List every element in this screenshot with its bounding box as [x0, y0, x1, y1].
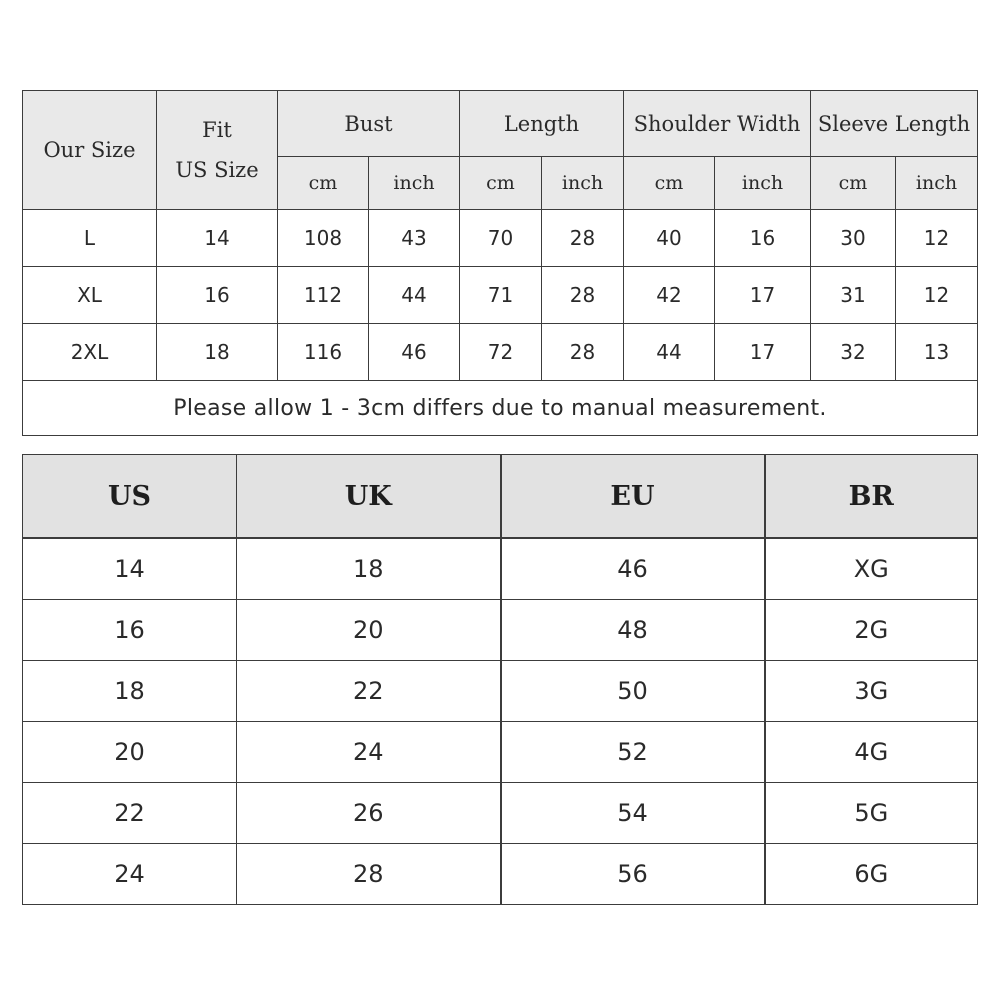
uk-cell: 24	[237, 721, 501, 782]
header-br: BR	[765, 455, 978, 539]
br-cell: 5G	[765, 782, 978, 843]
table-row	[23, 210, 978, 267]
measurement-header-row	[23, 91, 978, 157]
header-sleeve-length: Sleeve Length	[811, 91, 978, 157]
shoulder-inch-cell: 16	[715, 210, 811, 267]
eu-cell: 48	[501, 599, 765, 660]
shoulder-inch-cell: 17	[715, 267, 811, 324]
table-row	[23, 599, 978, 660]
header-shoulder-width: Shoulder Width	[624, 91, 811, 157]
us-cell: 14	[23, 538, 237, 599]
unit-cm: cm	[811, 157, 896, 210]
br-cell: 6G	[765, 843, 978, 904]
size-conversion-table	[22, 454, 978, 905]
unit-inch: inch	[896, 157, 978, 210]
size-cell: XL	[23, 267, 157, 324]
unit-cm: cm	[278, 157, 369, 210]
header-length: Length	[460, 91, 624, 157]
unit-cm: cm	[624, 157, 715, 210]
br-cell: 4G	[765, 721, 978, 782]
table-row	[23, 782, 978, 843]
header-fit-us-size	[157, 91, 278, 210]
us-cell: 20	[23, 721, 237, 782]
header-fit-line2: US Size	[175, 158, 259, 182]
table-row	[23, 721, 978, 782]
bust-cm-cell: 112	[278, 267, 369, 324]
bust-inch-cell: 46	[369, 324, 460, 381]
eu-cell: 50	[501, 660, 765, 721]
note-row	[23, 381, 978, 436]
unit-inch: inch	[542, 157, 624, 210]
sleeve-inch-cell: 12	[896, 267, 978, 324]
header-our-size: Our Size	[23, 91, 157, 210]
table-row	[23, 538, 978, 599]
br-cell: XG	[765, 538, 978, 599]
table-row	[23, 660, 978, 721]
unit-cm: cm	[460, 157, 542, 210]
eu-cell: 52	[501, 721, 765, 782]
uk-cell: 18	[237, 538, 501, 599]
length-inch-cell: 28	[542, 267, 624, 324]
measurement-note: Please allow 1 - 3cm differs due to manual measurement.	[23, 381, 978, 436]
header-us: US	[23, 455, 237, 539]
sleeve-inch-cell: 13	[896, 324, 978, 381]
length-cm-cell: 71	[460, 267, 542, 324]
uk-cell: 26	[237, 782, 501, 843]
uk-cell: 22	[237, 660, 501, 721]
shoulder-cm-cell: 42	[624, 267, 715, 324]
bust-cm-cell: 108	[278, 210, 369, 267]
eu-cell: 54	[501, 782, 765, 843]
table-row	[23, 267, 978, 324]
sleeve-inch-cell: 12	[896, 210, 978, 267]
header-bust: Bust	[278, 91, 460, 157]
shoulder-cm-cell: 44	[624, 324, 715, 381]
conversion-header-row	[23, 455, 978, 539]
header-fit-line1: Fit	[202, 118, 232, 142]
eu-cell: 46	[501, 538, 765, 599]
br-cell: 2G	[765, 599, 978, 660]
us-cell: 16	[23, 599, 237, 660]
sleeve-cm-cell: 30	[811, 210, 896, 267]
length-cm-cell: 70	[460, 210, 542, 267]
table-row	[23, 324, 978, 381]
unit-inch: inch	[715, 157, 811, 210]
shoulder-cm-cell: 40	[624, 210, 715, 267]
unit-inch: inch	[369, 157, 460, 210]
br-cell: 3G	[765, 660, 978, 721]
length-inch-cell: 28	[542, 324, 624, 381]
us-cell: 18	[23, 660, 237, 721]
us-cell: 24	[23, 843, 237, 904]
measurement-table	[22, 90, 978, 436]
shoulder-inch-cell: 17	[715, 324, 811, 381]
sleeve-cm-cell: 32	[811, 324, 896, 381]
bust-inch-cell: 44	[369, 267, 460, 324]
eu-cell: 56	[501, 843, 765, 904]
bust-inch-cell: 43	[369, 210, 460, 267]
bust-cm-cell: 116	[278, 324, 369, 381]
uk-cell: 20	[237, 599, 501, 660]
header-uk: UK	[237, 455, 501, 539]
size-cell: L	[23, 210, 157, 267]
size-cell: 2XL	[23, 324, 157, 381]
us-size-cell: 16	[157, 267, 278, 324]
sleeve-cm-cell: 31	[811, 267, 896, 324]
us-size-cell: 14	[157, 210, 278, 267]
length-cm-cell: 72	[460, 324, 542, 381]
uk-cell: 28	[237, 843, 501, 904]
us-cell: 22	[23, 782, 237, 843]
table-row	[23, 843, 978, 904]
length-inch-cell: 28	[542, 210, 624, 267]
header-eu: EU	[501, 455, 765, 539]
us-size-cell: 18	[157, 324, 278, 381]
